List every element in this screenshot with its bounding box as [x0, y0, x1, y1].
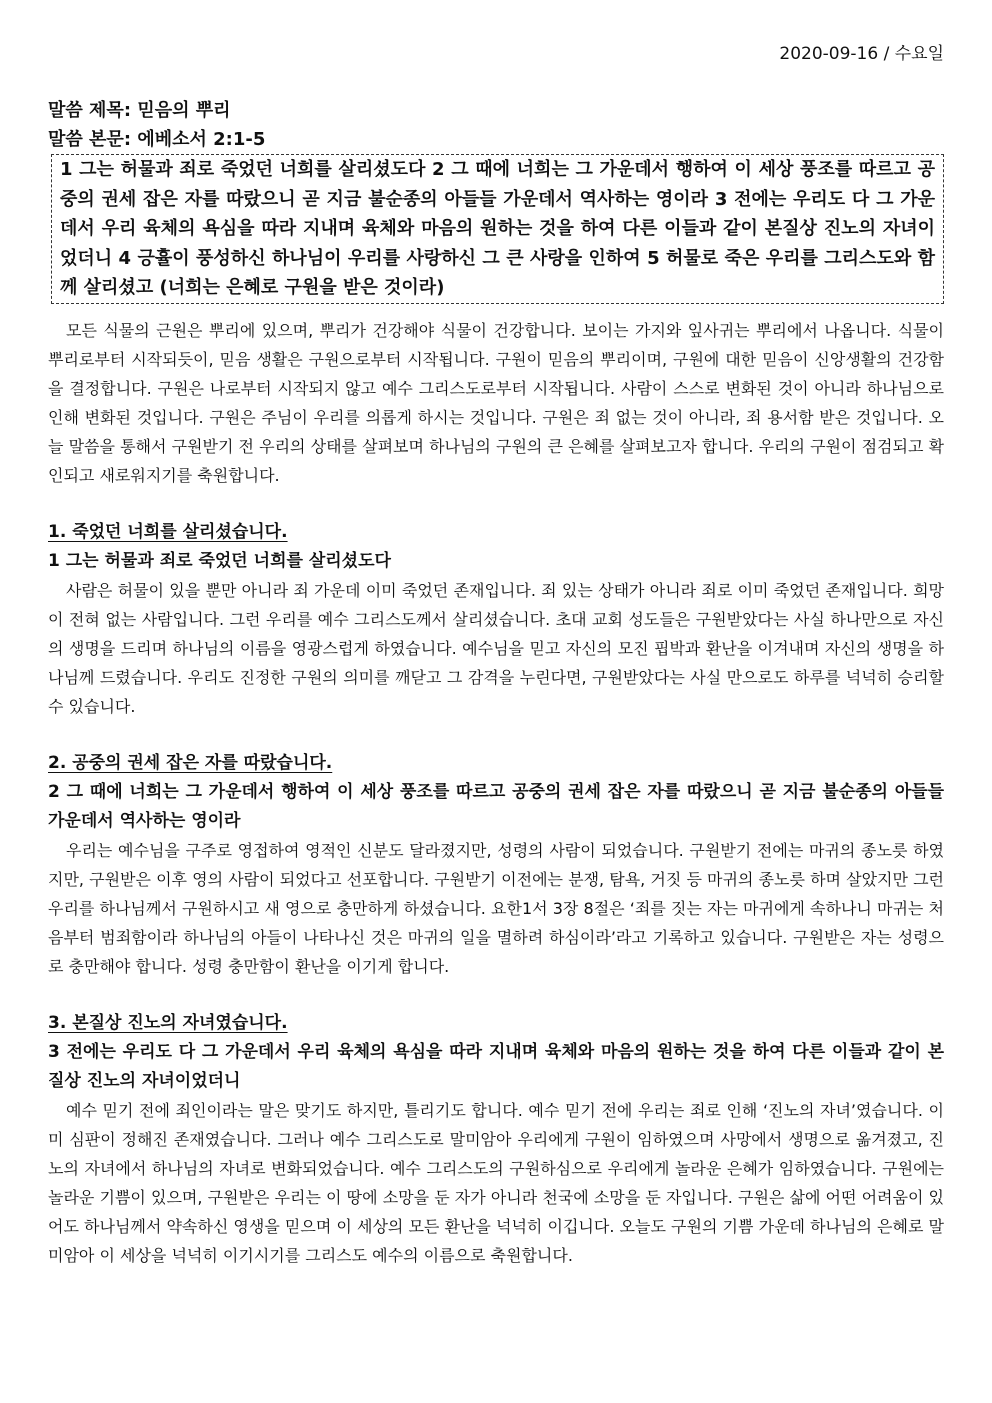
- date-line: 2020-09-16 / 수요일: [779, 44, 944, 64]
- section-verse: 3 전에는 우리도 다 그 가운데서 우리 육체의 욕심을 따라 지내며 육체와 마음의 원하는 것을 하여 다른 이들과 같이 본질상 진노의 자녀이었더니: [48, 1041, 944, 1091]
- sermon-title-line: [48, 96, 944, 125]
- section-verse: 2 그 때에 너희는 그 가운데서 행하여 이 세상 풍조를 따르고 공중의 권세 잡은 자를 따랐으니 곧 지금 불순종의 아들들 가운데서 역사하는 영이라: [48, 781, 944, 831]
- section-title: 1. 죽었던 너희를 살리셨습니다.: [48, 521, 288, 542]
- section-title: 2. 공중의 권세 잡은 자를 따랐습니다.: [48, 752, 333, 773]
- sermon-text-label: 말씀 본문:: [48, 129, 132, 150]
- section-2: [48, 749, 944, 981]
- section-verse: 1 그는 허물과 죄로 죽었던 너희를 살리셨도다: [48, 550, 391, 571]
- section-1: [48, 518, 944, 721]
- sermon-title: 믿음의 뿌리: [137, 100, 231, 121]
- section-body: 사람은 허물이 있을 뿐만 아니라 죄 가운데 이미 죽었던 존재입니다. 죄 있는 상태가 아니라 죄로 이미 죽었던 존재입니다. 희망이 전혀 없는 사람입니다. 그런 우리를 예수 그리스도께서 살리셨습니다. 초대 교회 성도들은 구원받았다는 사실 하나만으로 자신의 생명을 드리며 하나님의 이름을 영광스럽게 하였습니다. 예수님을 믿고 자신의 모진 핍박과 환난을 이겨내며 자신의 생명을 하나님께 드렸습니다. 우리도 진정한 구원의 의미를 깨닫고 그 감격을 누린다면, 구원받았다는 사실 만으로도 하루를 넉넉히 승리할 수 있습니다.: [48, 580, 944, 716]
- sermon-page: [48, 40, 944, 1270]
- sermon-title-label: 말씀 제목:: [48, 100, 132, 121]
- section-3: [48, 1009, 944, 1270]
- sermon-text-line: [48, 125, 944, 154]
- section-body: 우리는 예수님을 구주로 영접하여 영적인 신분도 달라졌지만, 성령의 사람이 되었습니다. 구원받기 전에는 마귀의 종노릇 하였지만, 구원받은 이후 영의 사람이 되었다고 선포합니다. 구원받기 이전에는 분쟁, 탐욕, 거짓 등 마귀의 종노릇 하며 살았지만 그런 우리를 하나님께서 구원하시고 새 영으로 충만하게 하셨습니다. 요한1서 3장 8절은 ‘죄를 짓는 자는 마귀에게 속하나니 마귀는 처음부터 범죄함이라 하나님의 아들이 나타나신 것은 마귀의 일을 멸하려 하심이라’라고 기록하고 있습니다. 구원받은 자는 성령으로 충만해야 합니다. 성령 충만함이 환난을 이기게 합니다.: [48, 840, 944, 976]
- intro-paragraph: 모든 식물의 근원은 뿌리에 있으며, 뿌리가 건강해야 식물이 건강합니다. 보이는 가지와 잎사귀는 뿌리에서 나옵니다. 식물이 뿌리로부터 시작되듯이, 믿음 생활은 구원으로부터 시작됩니다. 구원이 믿음의 뿌리이며, 구원에 대한 믿음이 신앙생활의 건강함을 결정합니다. 구원은 나로부터 시작되지 않고 예수 그리스도로부터 시작됩니다. 사람이 스스로 변화된 것이 아니라 하나님으로 인해 변화된 것입니다. 구원은 주님이 우리를 의롭게 하시는 것입니다. 구원은 죄 없는 것이 아니라, 죄 용서함 받은 것입니다. 오늘 말씀을 통해서 구원받기 전 우리의 상태를 살펴보며 하나님의 구원의 큰 은혜를 살펴보고자 합니다. 우리의 구원이 점검되고 확인되고 새로워지기를 축원합니다.: [48, 320, 944, 485]
- scripture-box: 1 그는 허물과 죄로 죽었던 너희를 살리셨도다 2 그 때에 너희는 그 가운데서 행하여 이 세상 풍조를 따르고 공중의 권세 잡은 자를 따랐으니 곧 지금 불순종의 아들들 가운데서 역사하는 영이라 3 전에는 우리도 다 그 가운데서 우리 육체의 욕심을 따라 지내며 육체와 마음의 원하는 것을 하여 다른 이들과 같이 본질상 진노의 자녀이었더니 4 긍휼이 풍성하신 하나님이 우리를 사랑하신 그 큰 사랑을 인하여 5 허물로 죽은 우리를 그리스도와 함께 살리셨고 (너희는 은혜로 구원을 받은 것이라): [51, 154, 944, 304]
- section-body: 예수 믿기 전에 죄인이라는 말은 맞기도 하지만, 틀리기도 합니다. 예수 믿기 전에 우리는 죄로 인해 ‘진노의 자녀’였습니다. 이미 심판이 정해진 존재였습니다. 그러나 예수 그리스도로 말미암아 우리에게 구원이 임하였으며 사망에서 생명으로 옮겨졌고, 진노의 자녀에서 하나님의 자녀로 변화되었습니다. 예수 그리스도의 구원하심으로 우리에게 놀라운 은혜가 임하였습니다. 구원에는 놀라운 기쁨이 있으며, 구원받은 우리는 이 땅에 소망을 둔 자가 아니라 천국에 소망을 둔 자입니다. 구원은 삶에 어떤 어려움이 있어도 하나님께서 약속하신 영생을 믿으며 이 세상의 모든 환난을 넉넉히 이깁니다. 오늘도 구원의 기쁨 가운데 하나님의 은혜로 말미암아 이 세상을 넉넉히 이기시기를 그리스도 예수의 이름으로 축원합니다.: [48, 1100, 944, 1265]
- sermon-text-ref: 에베소서 2:1-5: [137, 129, 266, 150]
- section-title: 3. 본질상 진노의 자녀였습니다.: [48, 1012, 288, 1033]
